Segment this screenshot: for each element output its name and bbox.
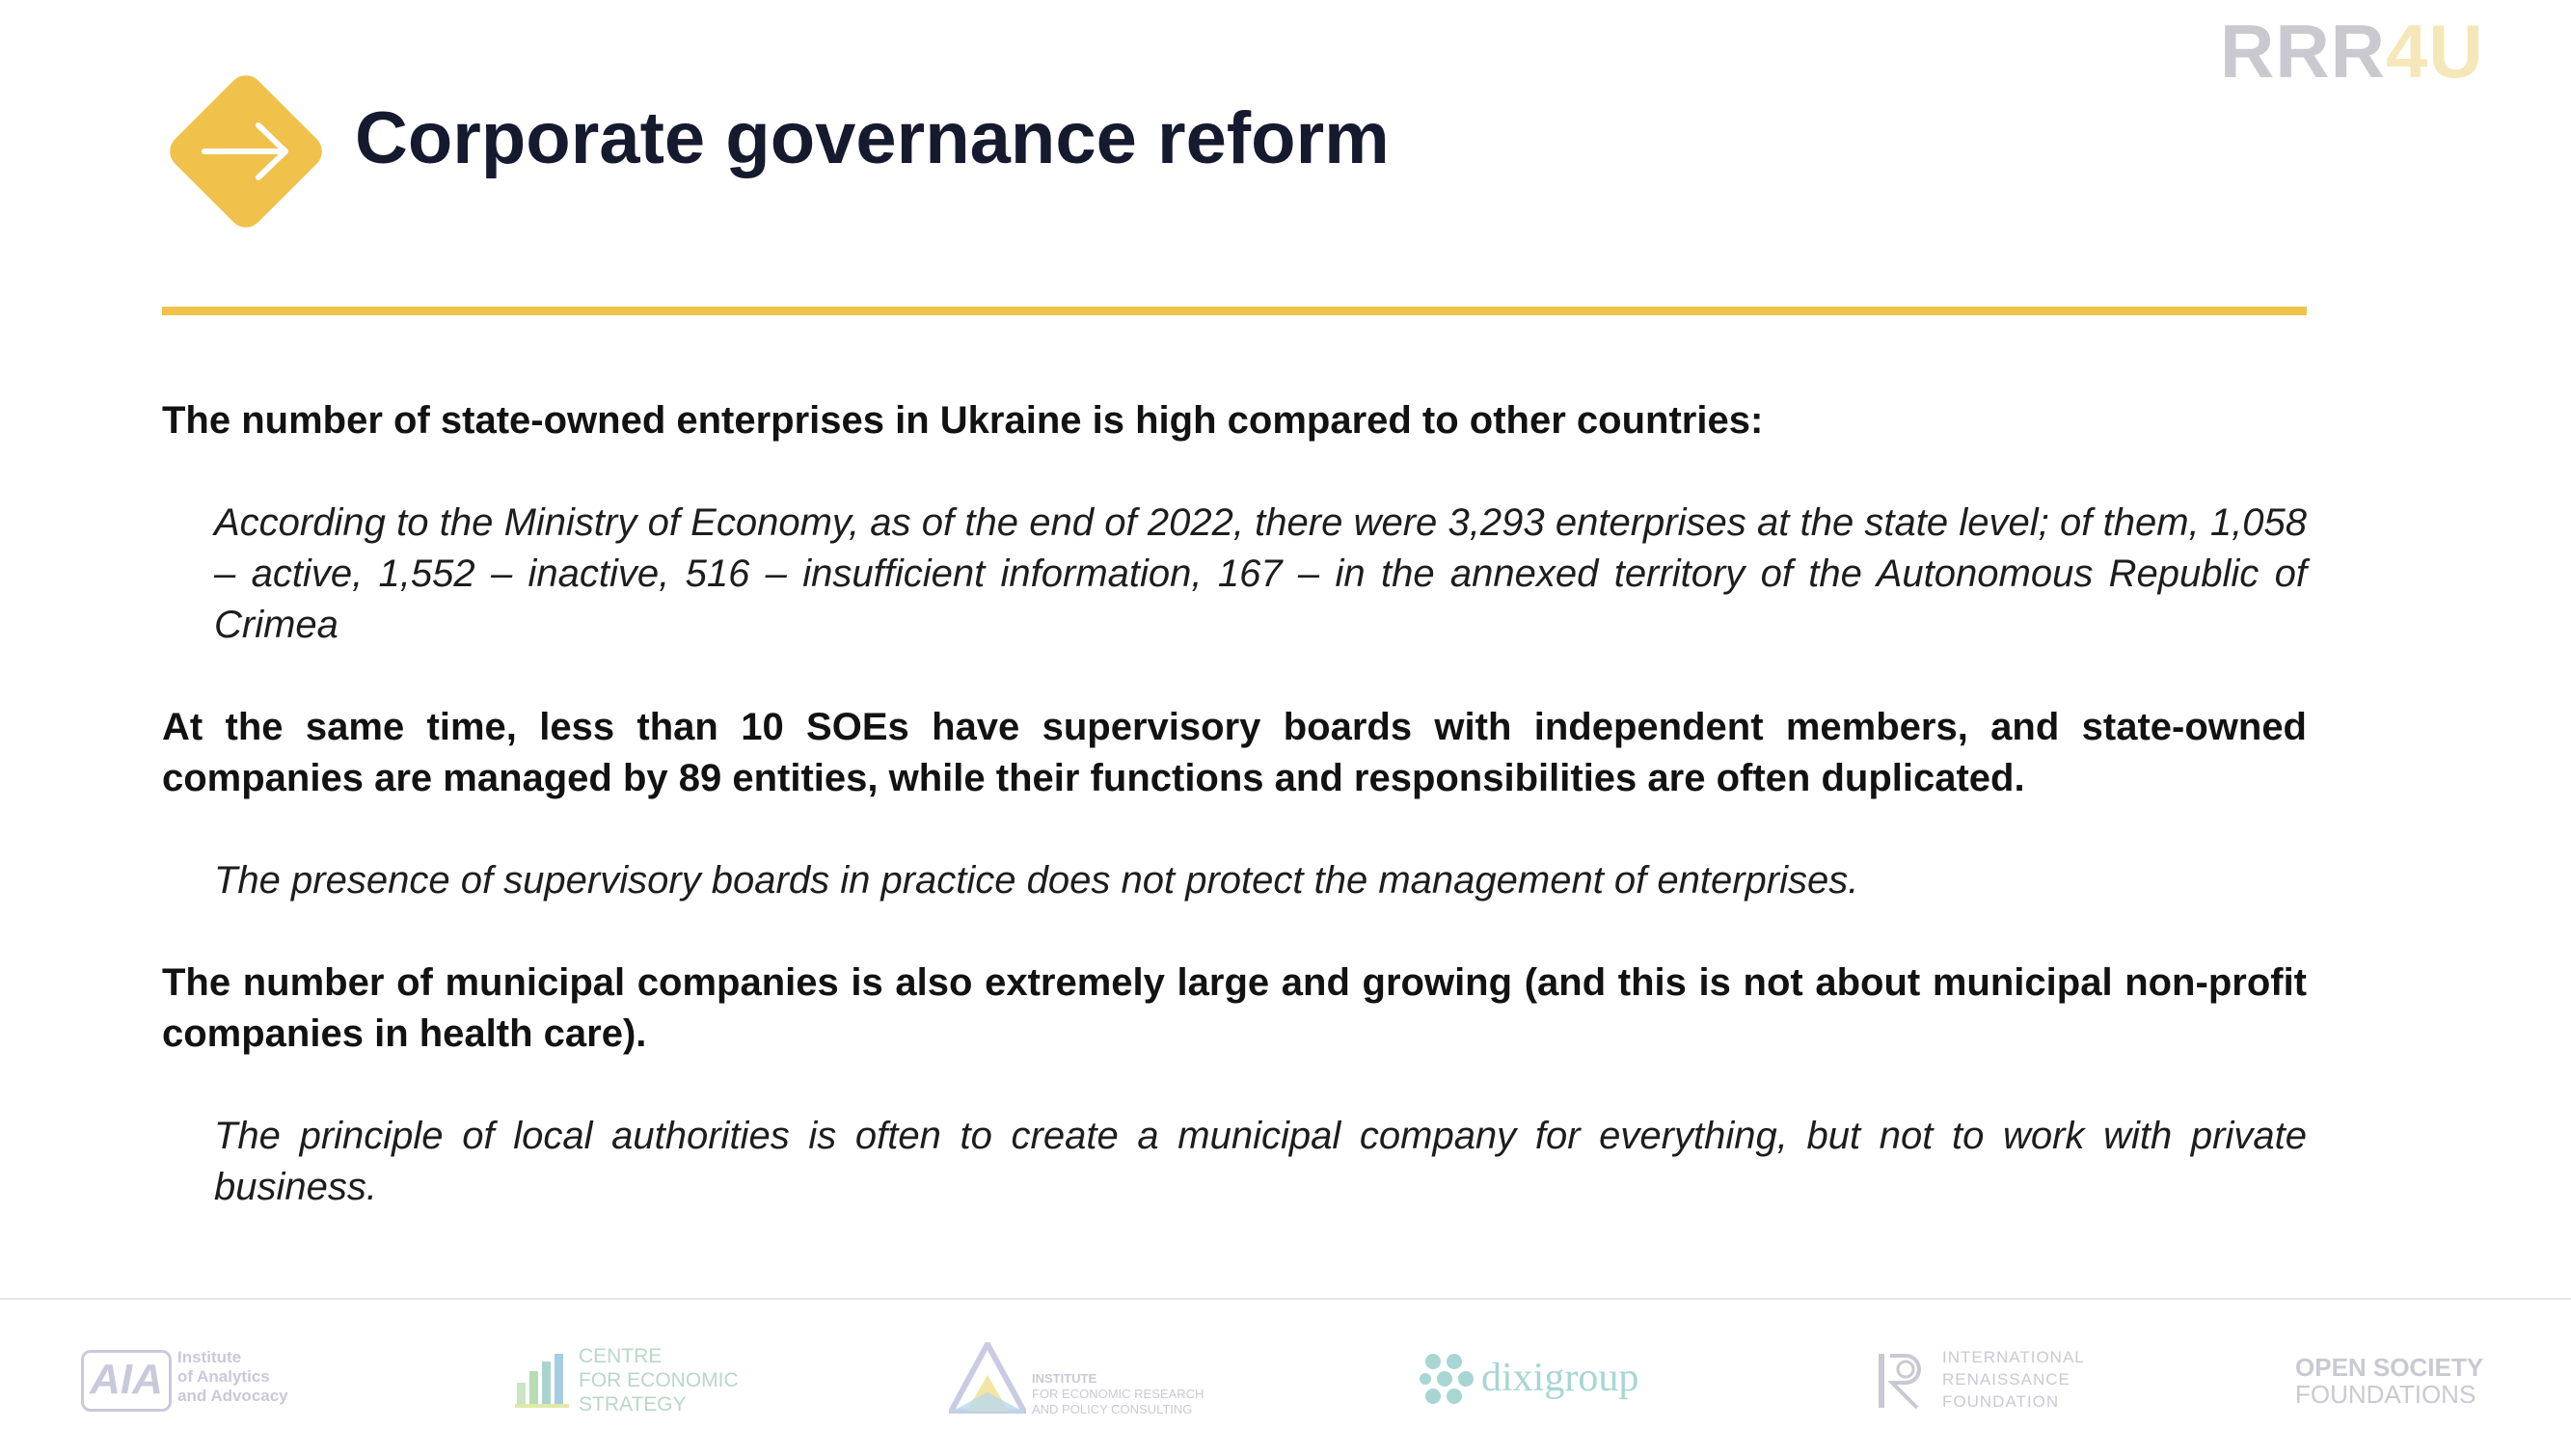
dixigroup-logo [1420, 1350, 1651, 1412]
ier-logo-line1: INSTITUTE [1032, 1371, 1097, 1386]
irf-logo [1877, 1346, 2089, 1417]
brand-logo-part1: RRR [2220, 9, 2386, 94]
aia-logo [81, 1346, 322, 1414]
arrow-right-icon [162, 67, 330, 235]
aia-logo-line1: Institute [177, 1348, 242, 1366]
ces-logo-line2: FOR ECONOMIC [579, 1369, 739, 1391]
brand-logo-part2: 4U [2386, 9, 2484, 94]
aia-logo-line2: of Analytics [177, 1367, 270, 1386]
note-ministry-data: According to the Ministry of Economy, as of the end of 2022, there were 3,293 enterprises at the state level; of them, 1,058 – active, 1,552 – inactive, 516 – insufficient information, 167 – in the annexed territory of the Autonomous Republic of Crimea [214, 501, 2307, 646]
footer-divider [0, 1298, 2571, 1300]
ier-logo-line2: FOR ECONOMIC RESEARCH [1032, 1387, 1204, 1401]
paragraph-municipal-companies: The number of municipal companies is also extremely large and growing (and this is not about municipal non-profit companies in health care). [162, 961, 2307, 1055]
slide-content [162, 395, 2307, 1213]
ces-logo-line1: CENTRE [579, 1345, 663, 1367]
aia-logo-mark: AIA [81, 1350, 172, 1412]
title-divider [162, 307, 2307, 315]
paragraph-soe-count: The number of state-owned enterprises in Ukraine is high compared to other countries: [162, 399, 1764, 442]
osf-logo-line1: OPEN SOCIETY [2295, 1353, 2484, 1382]
page-title: Corporate governance reform [355, 97, 1390, 179]
note-supervisory-boards: The presence of supervisory boards in practice does not protect the management of enterprises. [214, 859, 1859, 902]
ces-logo-line3: STRATEGY [579, 1393, 687, 1416]
irf-logo-line1: INTERNATIONAL [1942, 1348, 2085, 1366]
irf-logo-line2: RENAISSANCE [1942, 1370, 2070, 1389]
triangle-icon [949, 1342, 1026, 1414]
ier-logo-line3: AND POLICY CONSULTING [1032, 1402, 1193, 1416]
aia-logo-line3: and Advocacy [177, 1387, 288, 1405]
note-local-authorities: The principle of local authorities is often to create a municipal company for everything, but not to work with private business. [214, 1115, 2307, 1208]
paragraph-supervisory-boards: At the same time, less than 10 SOEs have supervisory boards with independent members, and state-owned companies are managed by 89 entities, while their functions and responsibilities are often duplicated. [162, 706, 2307, 799]
brand-logo [2220, 9, 2484, 94]
irf-logo-line3: FOUNDATION [1942, 1392, 2060, 1411]
ces-logo [515, 1344, 746, 1416]
bar-chart-icon [515, 1354, 569, 1408]
dixigroup-logo-text: dixigroup [1481, 1356, 1639, 1400]
ier-logo [949, 1342, 1204, 1419]
irf-mark-icon [1877, 1352, 1927, 1410]
osf-logo-line2: FOUNDATIONS [2295, 1380, 2476, 1409]
dixigroup-mark-icon [1420, 1350, 1475, 1408]
osf-logo [2295, 1354, 2488, 1412]
